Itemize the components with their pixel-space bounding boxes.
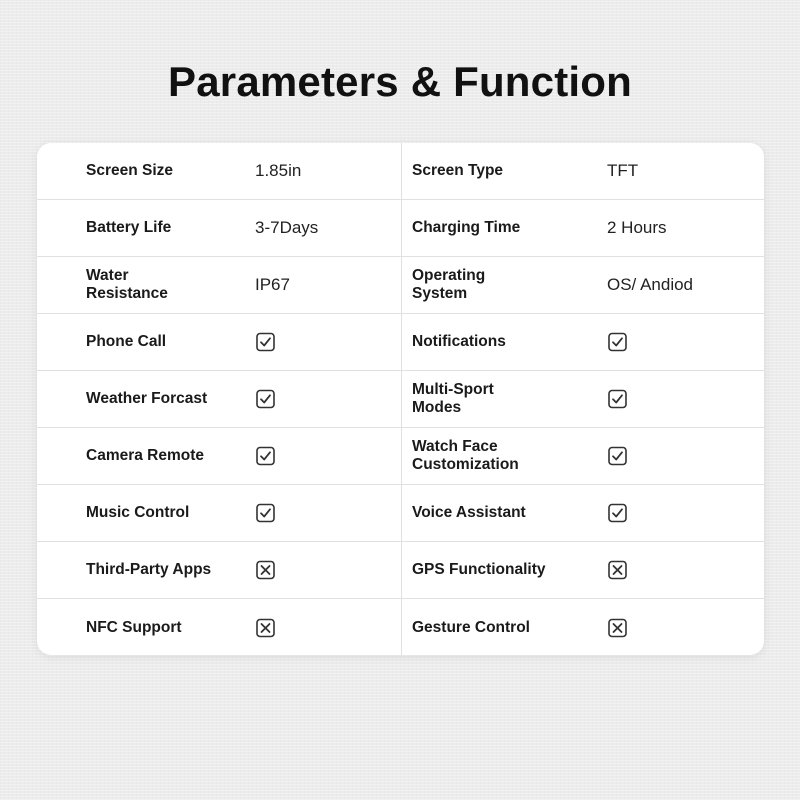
checkbox-crossed-icon xyxy=(256,561,275,580)
checkbox-checked-icon xyxy=(256,447,275,466)
row-label: Watch Face Customization xyxy=(412,438,519,473)
row-label: Battery Life xyxy=(86,219,172,236)
row-value: TFT xyxy=(607,161,639,180)
row-label: Phone Call xyxy=(86,333,167,350)
row-label: Third-Party Apps xyxy=(86,561,212,578)
checkbox-checked-icon xyxy=(608,333,627,352)
table-row xyxy=(37,257,764,314)
row-label: Screen Size xyxy=(86,162,174,179)
checkbox-crossed-icon xyxy=(608,618,627,637)
checkbox-crossed-icon xyxy=(608,561,627,580)
row-label: Music Control xyxy=(86,504,190,521)
row-label: Camera Remote xyxy=(86,447,205,464)
table-row xyxy=(37,314,764,371)
spec-table xyxy=(37,143,764,655)
row-value: OS/ Andiod xyxy=(607,275,694,294)
table-row xyxy=(37,143,764,200)
checkbox-checked-icon xyxy=(608,504,627,523)
row-label: Voice Assistant xyxy=(412,504,526,521)
row-label: Weather Forcast xyxy=(86,390,208,407)
row-label: NFC Support xyxy=(86,618,182,636)
table-row xyxy=(37,200,764,257)
row-label: Gesture Control xyxy=(412,618,530,636)
row-label: Water Resistance xyxy=(86,267,168,302)
checkbox-crossed-icon xyxy=(256,618,275,637)
row-label: Notifications xyxy=(412,333,506,350)
table-row xyxy=(37,542,764,599)
checkbox-checked-icon xyxy=(608,390,627,409)
row-label: Charging Time xyxy=(412,219,521,236)
row-label: GPS Functionality xyxy=(412,561,546,578)
checkbox-checked-icon xyxy=(256,504,275,523)
table-row xyxy=(37,371,764,428)
table-row xyxy=(37,485,764,542)
row-value: 3-7Days xyxy=(255,218,319,237)
checkbox-checked-icon xyxy=(608,447,627,466)
row-label: Operating System xyxy=(412,267,486,302)
row-value: 1.85in xyxy=(255,161,302,180)
row-label: Screen Type xyxy=(412,162,504,179)
table-row xyxy=(37,428,764,485)
row-value: 2 Hours xyxy=(607,218,667,237)
checkbox-checked-icon xyxy=(256,390,275,409)
checkbox-checked-icon xyxy=(256,333,275,352)
table-row xyxy=(37,599,764,655)
row-label: Multi-Sport Modes xyxy=(412,381,494,416)
page-title: Parameters & Function xyxy=(168,58,632,105)
row-value: IP67 xyxy=(255,275,290,294)
